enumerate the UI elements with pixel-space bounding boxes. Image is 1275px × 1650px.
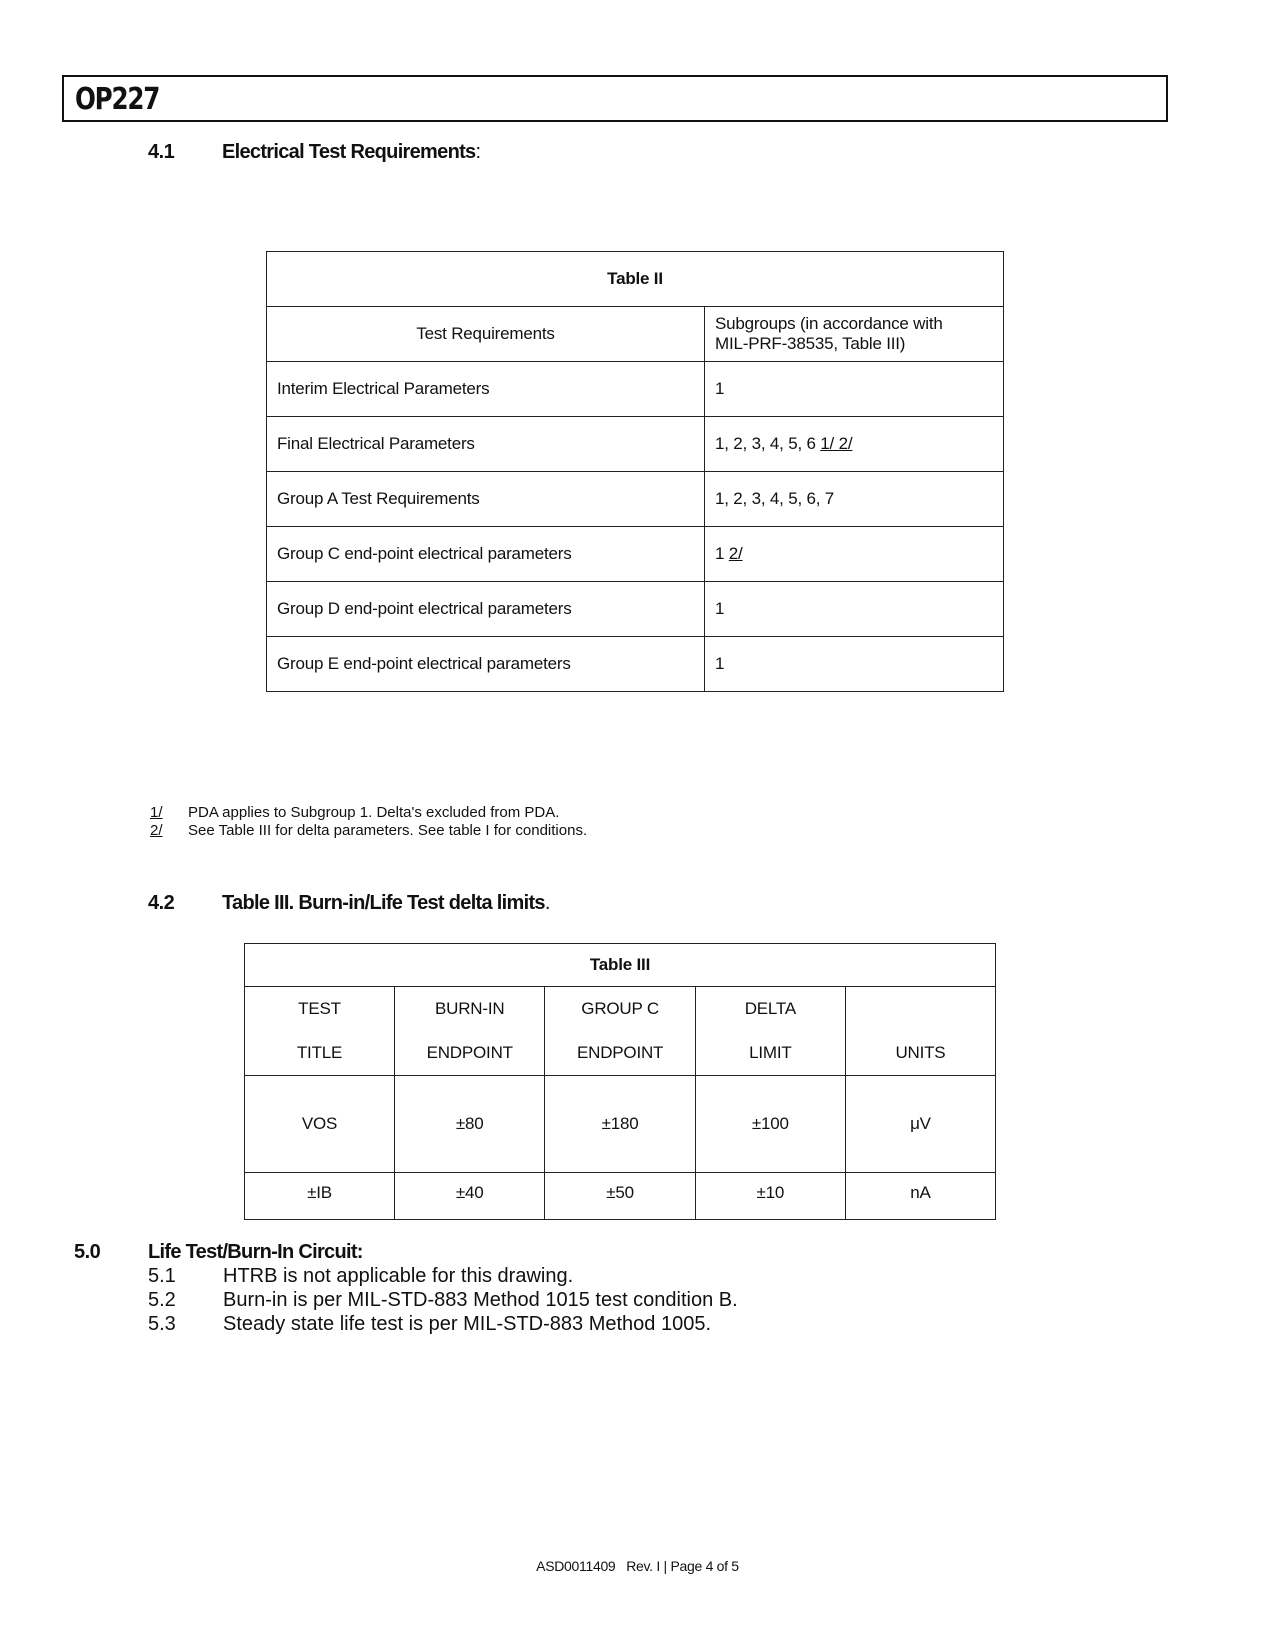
subgroup-cell: 1 bbox=[705, 637, 1004, 692]
list-item-number: 5.2 bbox=[148, 1289, 176, 1311]
page-number: Page 4 of 5 bbox=[670, 1558, 739, 1574]
subgroup-cell: 1, 2, 3, 4, 5, 6, 7 bbox=[705, 472, 1004, 527]
table-title: Table III bbox=[245, 944, 996, 987]
table-row bbox=[267, 362, 1004, 417]
column-header bbox=[705, 307, 1004, 362]
test-requirement-cell: Group C end-point electrical parameters bbox=[267, 527, 705, 582]
column-header: BURN-IN ENDPOINT bbox=[395, 987, 545, 1076]
column-header: TEST TITLE bbox=[245, 987, 395, 1076]
list-item bbox=[148, 1264, 738, 1288]
test-requirement-cell: Group D end-point electrical parameters bbox=[267, 582, 705, 637]
table-iii bbox=[244, 943, 996, 1220]
list-item bbox=[148, 1288, 738, 1312]
subgroup-cell: 1 2/ bbox=[705, 527, 1004, 582]
document-id: ASD0011409 bbox=[536, 1558, 616, 1574]
section-number: 5.0 bbox=[74, 1241, 101, 1263]
table-cell: VOS bbox=[245, 1076, 395, 1173]
column-header: DELTA LIMIT bbox=[695, 987, 845, 1076]
section-4-2-title-wrap bbox=[222, 892, 550, 915]
document-header bbox=[62, 75, 1168, 122]
section-title: Life Test/Burn-In Circuit: bbox=[148, 1241, 363, 1263]
document-title: OP227 bbox=[75, 82, 160, 117]
table-cell: ±IB bbox=[245, 1173, 395, 1220]
table-cell: ±40 bbox=[395, 1173, 545, 1220]
table-row bbox=[267, 582, 1004, 637]
section-number: 4.2 bbox=[148, 892, 175, 914]
table-row bbox=[267, 527, 1004, 582]
table-row bbox=[267, 472, 1004, 527]
table-cell: nA bbox=[845, 1173, 995, 1220]
section-4-2-heading bbox=[148, 892, 174, 915]
table-title: Table II bbox=[267, 252, 1004, 307]
section-punct: . bbox=[544, 892, 551, 914]
column-header: Test Requirements bbox=[267, 307, 705, 362]
table-cell: ±50 bbox=[545, 1173, 695, 1220]
table-cell: μV bbox=[845, 1076, 995, 1173]
list-item-number: 5.3 bbox=[148, 1313, 176, 1335]
section-punct: : bbox=[475, 141, 482, 163]
footnote-text: See Table III for delta parameters. See table I for conditions. bbox=[188, 822, 588, 839]
page-footer: ASD0011409 Rev. I | Page 4 of 5 bbox=[536, 1558, 739, 1574]
table-row bbox=[245, 1076, 996, 1173]
header-row bbox=[245, 987, 996, 1076]
table-cell: ±180 bbox=[545, 1076, 695, 1173]
section-4-1-heading bbox=[148, 141, 174, 164]
footnote-text: PDA applies to Subgroup 1. Delta's excluded from PDA. bbox=[188, 804, 560, 821]
table-row bbox=[245, 1173, 996, 1220]
section-4-1-title-wrap bbox=[222, 141, 481, 164]
footnotes bbox=[150, 804, 587, 840]
list-item-text: HTRB is not applicable for this drawing. bbox=[223, 1265, 574, 1287]
table-ii bbox=[266, 251, 1004, 692]
test-requirement-cell: Interim Electrical Parameters bbox=[267, 362, 705, 417]
section-title: Electrical Test Requirements bbox=[222, 141, 476, 163]
column-header: GROUP C ENDPOINT bbox=[545, 987, 695, 1076]
section-5-0-number-wrap bbox=[74, 1241, 100, 1264]
header-line: Subgroups (in accordance with bbox=[715, 314, 943, 333]
section-5-0-list bbox=[148, 1264, 738, 1336]
column-header: UNITS bbox=[845, 987, 995, 1076]
header-line: MIL-PRF-38535, Table III) bbox=[715, 334, 906, 353]
revision: Rev. I bbox=[626, 1558, 660, 1574]
table-cell: ±80 bbox=[395, 1076, 545, 1173]
list-item-text: Burn-in is per MIL-STD-883 Method 1015 test condition B. bbox=[223, 1289, 738, 1311]
footnote bbox=[150, 822, 587, 840]
subgroup-cell: 1, 2, 3, 4, 5, 6 1/ 2/ bbox=[705, 417, 1004, 472]
subgroup-cell: 1 bbox=[705, 362, 1004, 417]
section-5-0-title-wrap bbox=[148, 1241, 363, 1264]
footnote-ref: 1/ 2/ bbox=[820, 434, 853, 453]
footnote-mark: 1/ bbox=[150, 804, 163, 821]
section-number: 4.1 bbox=[148, 141, 175, 163]
section-title: Table III. Burn-in/Life Test delta limits bbox=[222, 892, 545, 914]
list-item bbox=[148, 1312, 738, 1336]
test-requirement-cell: Group E end-point electrical parameters bbox=[267, 637, 705, 692]
list-item-text: Steady state life test is per MIL-STD-883 Method 1005. bbox=[223, 1313, 712, 1335]
table-cell: ±10 bbox=[695, 1173, 845, 1220]
footnote bbox=[150, 804, 587, 822]
subgroup-cell: 1 bbox=[705, 582, 1004, 637]
table-cell: ±100 bbox=[695, 1076, 845, 1173]
list-item-number: 5.1 bbox=[148, 1265, 176, 1287]
test-requirement-cell: Group A Test Requirements bbox=[267, 472, 705, 527]
test-requirement-cell: Final Electrical Parameters bbox=[267, 417, 705, 472]
footnote-ref: 2/ bbox=[728, 544, 743, 563]
table-row bbox=[267, 637, 1004, 692]
footnote-mark: 2/ bbox=[150, 822, 163, 839]
table-row bbox=[267, 417, 1004, 472]
